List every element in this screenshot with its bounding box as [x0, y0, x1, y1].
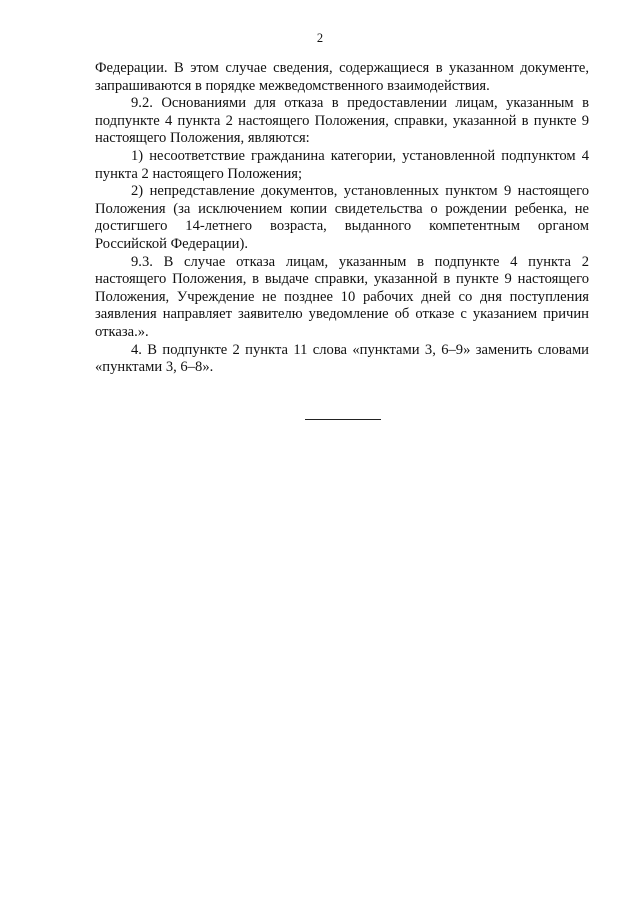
- paragraph-4: 4. В подпункте 2 пункта 11 слова «пунктами 3, 6–9» заменить словами «пунктами 3, 6–8».: [95, 341, 589, 376]
- paragraph-9-3: 9.3. В случае отказа лицам, указанным в подпункте 4 пункта 2 настоящего Положения, в выдаче справки, указанной в пункте 9 настоящего Положения, Учреждение не позднее 10 рабочих дней со дня поступления заявления направляет заявителю уведомление об отказе с указанием причин отказа.».: [95, 253, 589, 340]
- paragraph-9-2: 9.2. Основаниями для отказа в предоставлении лицам, указанным в подпункте 4 пункта 2 настоящего Положения, справки, указанной в пункте 9 настоящего Положения, являются:: [95, 95, 589, 147]
- paragraph-item-2: 2) непредставление документов, установленных пунктом 9 настоящего Положения (за исключением копии свидетельства о рождении ребенка, не достигшего 14-летнего возраста, выданного компетентным органом Российской Федерации).: [95, 183, 589, 252]
- paragraph-item-1: 1) несоответствие гражданина категории, установленной подпунктом 4 пункта 2 настоящего Положения;: [95, 147, 589, 182]
- paragraph-continuation: Федерации. В этом случае сведения, содержащиеся в указанном документе, запрашиваются в порядке межведомственного взаимодействия.: [95, 60, 589, 94]
- document-body: [95, 60, 589, 377]
- page-number: 2: [316, 31, 324, 45]
- end-separator-line: [305, 419, 381, 420]
